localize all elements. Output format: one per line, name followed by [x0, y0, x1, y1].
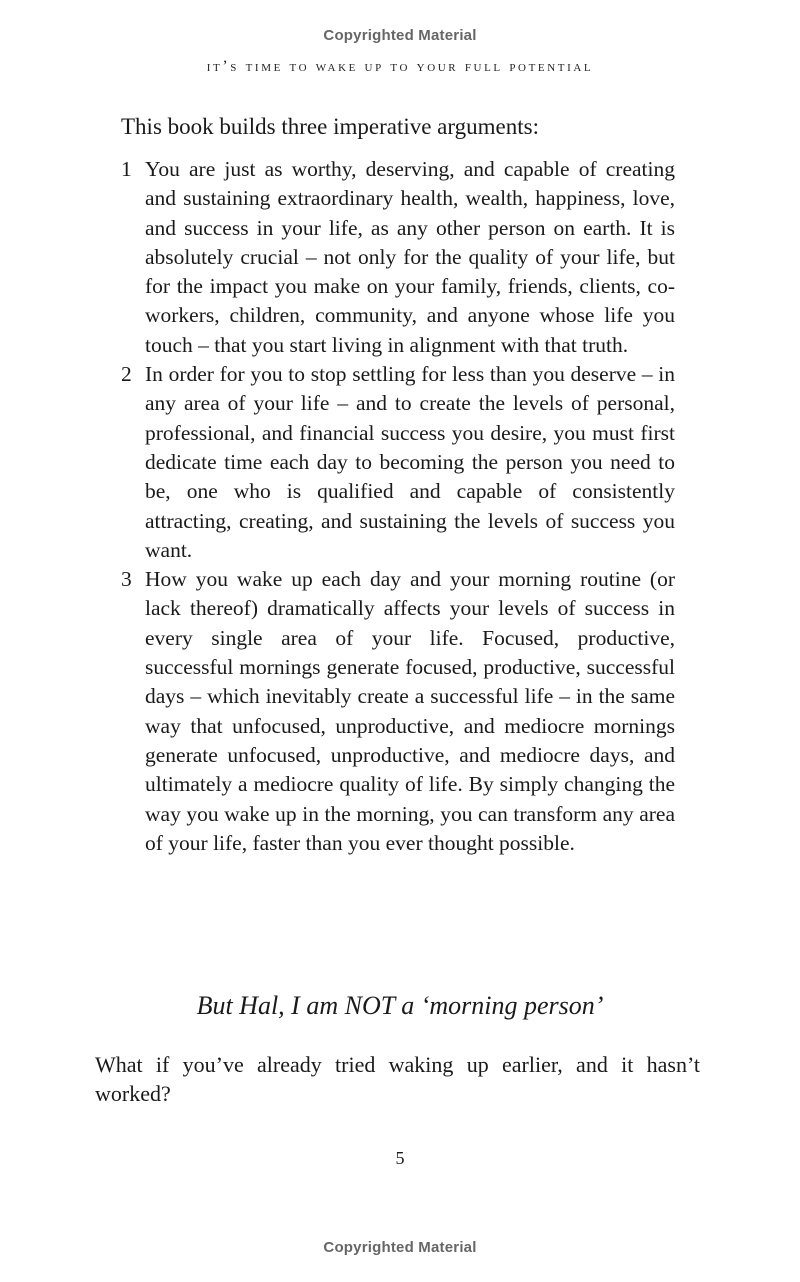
argument-text: You are just as worthy, deserving, and capable of creating and sustaining extraordinary health, wealth, happiness, love, and success in your life, as any other person on earth. It is absolutely crucial – not only for the quality of your life, but for the impact you make on your family, friends, clients, co-workers, children, community, and anyone whose life you touch – that you start living in alignment with that truth.: [145, 157, 675, 357]
argument-number: 1: [121, 157, 132, 181]
intro-sentence: This book builds three imperative arguments:: [121, 114, 539, 139]
section-heading: But Hal, I am NOT a ‘morning person’: [196, 991, 604, 1020]
argument-text: In order for you to stop settling for less than you deserve – in any area of your life – and to create the levels of personal, professional, and financial success you desire, you must first dedicate time each day to becoming the person you need to be, one who is qualified and capable of consistently attracting, creating, and sustaining the levels of success you want.: [145, 362, 675, 562]
argument-item-2: [121, 360, 675, 565]
running-head: it’s time to wake up to your full potential: [206, 58, 594, 75]
argument-number: 2: [121, 362, 132, 387]
arguments-list: [121, 155, 675, 858]
argument-text: How you wake up each day and your morning routine (or lack thereof) dramatically affects your levels of success in every single area of your life. Focused, productive, successful mornings generate focused, productive, successful days – which inevitably create a successful life – in the same way that unfocused, unproductive, and mediocre mornings generate unfocused, unproductive, and mediocre days, and ultimately a mediocre quality of life. By simply changing the way you wake up in the morning, you can transform any area of your life, faster than you ever thought possible.: [145, 567, 675, 855]
argument-item-1: [121, 155, 675, 360]
body-paragraph: What if you’ve already tried waking up earlier, and it hasn’t worked?: [95, 1052, 700, 1106]
argument-item-3: [121, 565, 675, 858]
copyright-watermark-top: Copyrighted Material: [323, 27, 477, 44]
argument-number: 3: [121, 567, 132, 592]
page-number: 5: [395, 1148, 405, 1168]
copyright-watermark-bottom: Copyrighted Material: [323, 1239, 477, 1256]
